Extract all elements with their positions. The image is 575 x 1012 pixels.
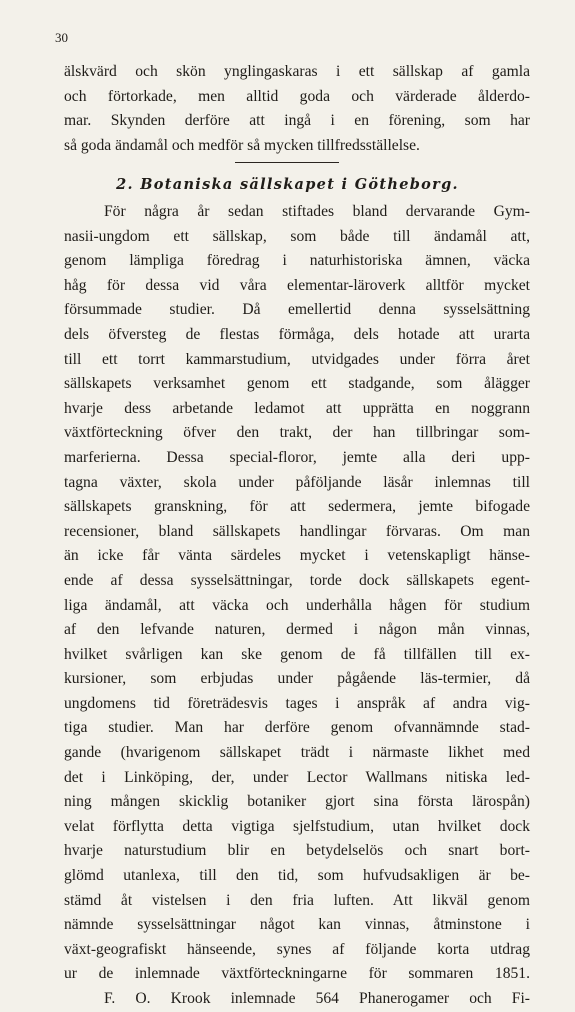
- text-line: hvarje naturstudium blir en betydelselös och snart bort-: [64, 842, 530, 860]
- text-line: hvilket svårligen kan ske genom de få tillfällen till ex-: [64, 645, 530, 663]
- text-line: ning mången skicklig botaniker gjort sina första lärospån): [64, 793, 530, 811]
- text-line: och förtorkade, men alltid goda och värderade ålderdo-: [64, 87, 530, 105]
- text-line: För några år sedan stiftades bland dervarande Gym-: [104, 203, 530, 220]
- section-heading: 2. Botaniska sällskapet i Götheborg.: [116, 176, 459, 193]
- text-line: ende af dessa sysselsättningar, torde dock sällskapets egent-: [64, 571, 530, 589]
- text-line: älskvärd och skön ynglingaskaras i ett sällskap af gamla: [64, 63, 530, 80]
- text-line: till ett torrt kammarstudium, utvidgades under förra året: [64, 350, 530, 368]
- text-line: nämnde sysselsättningar något kan vinnas, åtminstone i: [64, 916, 530, 934]
- text-line: ur de inlemnade växtförteckningarne för sommaren 1851.: [64, 965, 530, 983]
- intro-paragraph: [64, 60, 530, 158]
- text-line: dels öfversteg de flestas förmåga, dels hotade att urarta: [64, 325, 530, 343]
- text-line: sällskapets verksamhet genom ett stadgande, som ålägger: [64, 375, 530, 393]
- text-line: så goda ändamål och medför så mycken tillfredsställelse.: [64, 136, 420, 154]
- text-line: sällskapets granskning, för att sedermera, jemte bifogade: [64, 498, 530, 516]
- text-line: liga ändamål, att väcka och underhålla hågen för studium: [64, 596, 530, 614]
- text-line: genom lämpliga föredrag i naturhistoriska ämnen, väcka: [64, 252, 530, 270]
- text-line: nasii-ungdom ett sällskap, som både till ändamål att,: [64, 227, 530, 245]
- text-line: velat förflytta detta vigtiga sjelfstudium, utan hvilket dock: [64, 817, 530, 835]
- page-number: 30: [55, 30, 68, 45]
- text-line: marferierna. Dessa special-floror, jemte alla deri upp-: [64, 448, 530, 466]
- text-line: det i Linköping, der, under Lector Wallmans nitiska led-: [64, 768, 530, 786]
- section-paragraph: [64, 200, 530, 1012]
- text-line: kursioner, som erbjudas under pågående läs-termier, då: [64, 670, 530, 688]
- text-line: F. O. Krook inlemnade 564 Phanerogamer och Fi-: [104, 990, 530, 1007]
- text-line: tiga studier. Man har derföre genom ofvannämnde stad-: [64, 719, 530, 737]
- text-line: mar. Skynden derföre att ingå i en förening, som har: [64, 112, 530, 130]
- text-line: hvarje dess arbetande ledamot att upprätta en noggrann: [64, 399, 530, 417]
- text-line: recensioner, bland sällskapets handlingar förvaras. Om man: [64, 522, 530, 540]
- text-line: ungdomens tid företrädesvis tages i anspråk af andra vig-: [64, 694, 530, 712]
- text-line: växt-geografiskt hänseende, synes af följande korta utdrag: [64, 940, 530, 958]
- text-line: än icke får vänta särdeles mycket i vetenskapligt hänse-: [64, 547, 530, 565]
- section-divider: [235, 162, 339, 163]
- text-line: tagna växter, skola under påföljande läsår inlemnas till: [64, 473, 530, 491]
- text-line: stämd åt vistelsen i den fria luften. Att likväl genom: [64, 891, 530, 909]
- text-line: glömd utanlexa, till den tid, som hufvudsakligen är be-: [64, 867, 530, 885]
- text-line: växtförteckning öfver den trakt, der han tillbringar som-: [64, 424, 530, 442]
- text-line: af den lefvande naturen, dermed i någon mån vinnas,: [64, 621, 530, 639]
- text-line: håg för dessa vid våra elementar-läroverk alltför mycket: [64, 276, 530, 294]
- text-line: gande (hvarigenom sällskapet trädt i närmaste likhet med: [64, 744, 530, 762]
- text-line: försummade studier. Då emellertid denna sysselsättning: [64, 301, 530, 319]
